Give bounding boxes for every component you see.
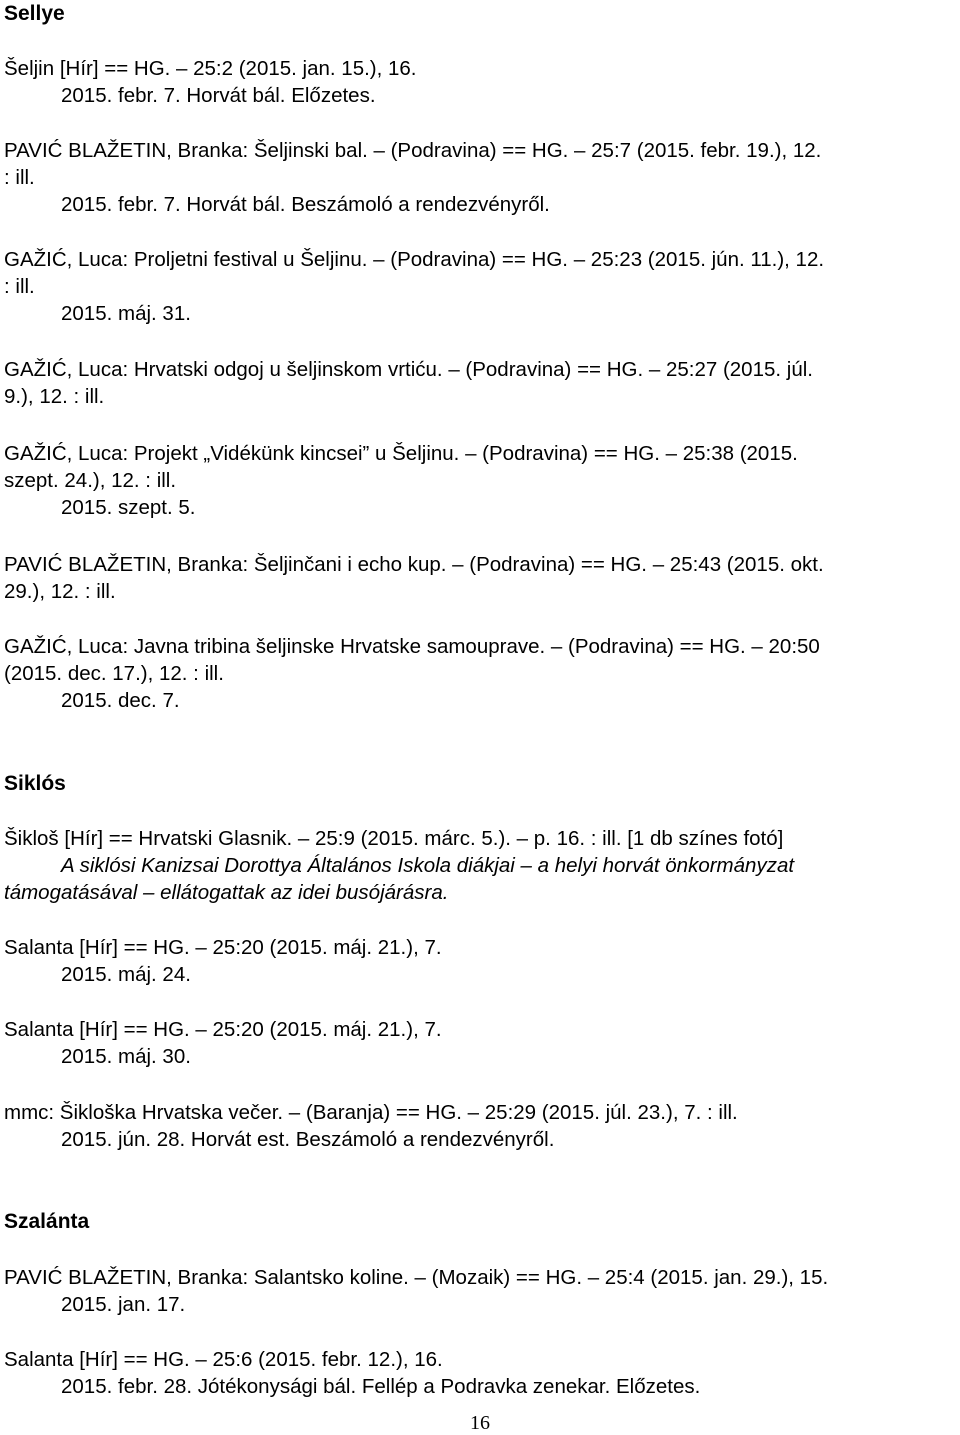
entry-line: Salanta [Hír] == HG. – 25:20 (2015. máj. 21.), 7. xyxy=(4,1018,442,1041)
entry-line: GAŽIĆ, Luca: Proljetni festival u Šeljinu. – (Podravina) == HG. – 25:23 (2015. jún. 11.), 12. xyxy=(4,248,825,271)
bibliography-entry xyxy=(4,356,960,410)
entry-summary: támogatásával – ellátogattak az idei busójárásra. xyxy=(4,881,449,904)
entry-line: : ill. xyxy=(4,166,35,189)
entry-note: 2015. dec. 7. xyxy=(61,689,180,712)
entry-note: 2015. máj. 31. xyxy=(61,302,191,325)
bibliography-entry xyxy=(4,551,960,605)
entry-line: mmc: Šikloška Hrvatska večer. – (Baranja) == HG. – 25:29 (2015. júl. 23.), 7. : ill. xyxy=(4,1101,738,1124)
bibliography-entry xyxy=(4,1016,960,1070)
bibliography-entry xyxy=(4,1099,960,1153)
section-heading-sellye: Sellye xyxy=(4,2,65,25)
entry-note: 2015. máj. 30. xyxy=(61,1045,191,1068)
entry-summary: A siklósi Kanizsai Dorottya Általános Iskola diákjai – a helyi horvát önkormányzat xyxy=(61,854,795,877)
entry-line: GAŽIĆ, Luca: Javna tribina šeljinske Hrvatske samouprave. – (Podravina) == HG. – 20:50 xyxy=(4,635,820,658)
entry-note: 2015. febr. 28. Jótékonysági bál. Fellép a Podravka zenekar. Előzetes. xyxy=(61,1375,701,1398)
entry-note: 2015. febr. 7. Horvát bál. Beszámoló a rendezvényről. xyxy=(61,193,550,216)
bibliography-entry xyxy=(4,246,960,327)
entry-note: 2015. febr. 7. Horvát bál. Előzetes. xyxy=(61,84,376,107)
section-heading-siklos: Siklós xyxy=(4,772,66,795)
entry-line: Salanta [Hír] == HG. – 25:20 (2015. máj. 21.), 7. xyxy=(4,936,442,959)
bibliography-entry xyxy=(4,825,960,906)
bibliography-entry xyxy=(4,1346,960,1400)
entry-line: GAŽIĆ, Luca: Hrvatski odgoj u šeljinskom vrtiću. – (Podravina) == HG. – 25:27 (2015. júl. xyxy=(4,358,813,381)
bibliography-entry xyxy=(4,1264,960,1318)
entry-line: Šikloš [Hír] == Hrvatski Glasnik. – 25:9 (2015. márc. 5.). – p. 16. : ill. [1 db színes fotó] xyxy=(4,827,784,850)
entry-line: GAŽIĆ, Luca: Projekt „Vidékünk kincsei” u Šeljinu. – (Podravina) == HG. – 25:38 (2015. xyxy=(4,442,798,465)
entry-line: 29.), 12. : ill. xyxy=(4,580,116,603)
section-heading-szalanta: Szalánta xyxy=(4,1210,90,1233)
entry-note: 2015. máj. 24. xyxy=(61,963,191,986)
bibliography-entry xyxy=(4,934,960,988)
entry-line: : ill. xyxy=(4,275,35,298)
entry-line: (2015. dec. 17.), 12. : ill. xyxy=(4,662,224,685)
bibliography-entry xyxy=(4,633,960,714)
entry-line: szept. 24.), 12. : ill. xyxy=(4,469,177,492)
entry-line: PAVIĆ BLAŽETIN, Branka: Šeljinčani i echo kup. – (Podravina) == HG. – 25:43 (2015. okt. xyxy=(4,553,824,576)
entry-line: PAVIĆ BLAŽETIN, Branka: Šeljinski bal. – (Podravina) == HG. – 25:7 (2015. febr. 19.), 12. xyxy=(4,139,822,162)
entry-note: 2015. jan. 17. xyxy=(61,1293,186,1316)
page-number: 16 xyxy=(470,1412,490,1434)
bibliography-entry xyxy=(4,55,960,109)
entry-line: PAVIĆ BLAŽETIN, Branka: Salantsko koline. – (Mozaik) == HG. – 25:4 (2015. jan. 29.), 15. xyxy=(4,1266,829,1289)
bibliography-entry xyxy=(4,440,960,521)
entry-note: 2015. szept. 5. xyxy=(61,496,196,519)
entry-note: 2015. jún. 28. Horvát est. Beszámoló a rendezvényről. xyxy=(61,1128,555,1151)
entry-line: Salanta [Hír] == HG. – 25:6 (2015. febr. 12.), 16. xyxy=(4,1348,443,1371)
entry-line: Šeljin [Hír] == HG. – 25:2 (2015. jan. 15.), 16. xyxy=(4,57,417,80)
bibliography-entry xyxy=(4,137,960,218)
entry-line: 9.), 12. : ill. xyxy=(4,385,105,408)
